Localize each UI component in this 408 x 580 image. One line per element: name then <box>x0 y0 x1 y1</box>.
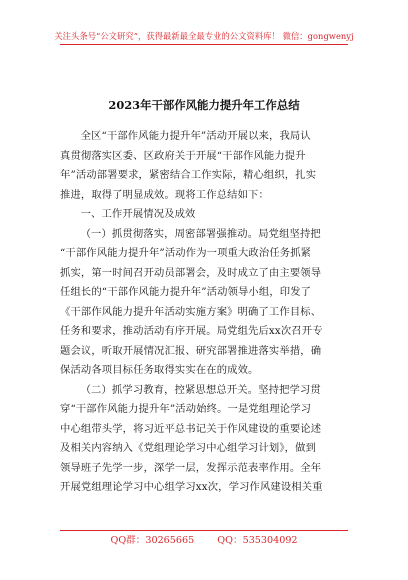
body-line: 开展党组理论学习中心组学习xx次，学习作风建设相关重 <box>60 481 323 493</box>
body-line: 中心组带头学，将习近平总书记关于作风建设的重要论述 <box>60 422 322 435</box>
body-line: 推进，取得了明显成效。现将工作总结如下： <box>60 188 269 201</box>
body-line: 《干部作风能力提升年活动实施方案》明确了工作目标、 <box>60 305 322 318</box>
footer-qq: QQ：535304092 <box>217 535 298 546</box>
body-line: 领导班子先学一步，深学一层，发挥示范表率作用。全年 <box>60 461 322 474</box>
body-line: 真贯彻落实区委、区政府关于开展“干部作风能力提升 <box>60 149 306 162</box>
footer-divider <box>60 530 348 531</box>
body-line: “干部作风能力提升年”活动作为一项重大政治任务抓紧 <box>60 247 312 259</box>
body-line: 任组长的“干部作风能力提升年”活动领导小组，印发了 <box>60 286 312 298</box>
body-line: 年”活动部署要求，紧密结合工作实际，精心组织，扎实 <box>60 169 317 181</box>
document-body <box>60 127 350 498</box>
document-title: 2023年干部作风能力提升年工作总结 <box>108 98 300 112</box>
body-line: 穿“干部作风能力提升年”活动始终。一是党组理论学习 <box>60 403 312 415</box>
body-line: （一）抓贯彻落实，周密部署强推动。局党组坚持把 <box>80 227 321 240</box>
header-note: 关注头条号“公文研究”，获得最新最全最专业的公文资料库！ 微信：gongwenyj <box>54 31 354 41</box>
body-line: 保活动各项目标任务取得实实在在的成效。 <box>60 364 259 376</box>
body-line: （二）抓学习教育，控紧思想总开关。坚持把学习贯 <box>80 383 321 396</box>
header-divider <box>60 44 348 45</box>
body-line: 及相关内容纳入《党组理论学习中心组学习计划》，做到 <box>60 442 317 454</box>
body-line: 任务和要求，推动活动有序开展。局党组先后xx次召开专 <box>60 325 323 337</box>
body-line: 全区“干部作风能力提升年”活动开展以来，我局认 <box>80 130 311 142</box>
body-line: 题会议，听取开展情况汇报、研究部署推进落实举措，确 <box>60 344 322 357</box>
footer-qq-group: QQ群：30265665 <box>110 535 195 546</box>
body-line: 抓实，第一时间召开动员部署会，及时成立了由主要领导 <box>60 266 322 279</box>
section-heading: 一、工作开展情况及成效 <box>80 208 196 220</box>
footer-contact <box>0 532 408 546</box>
